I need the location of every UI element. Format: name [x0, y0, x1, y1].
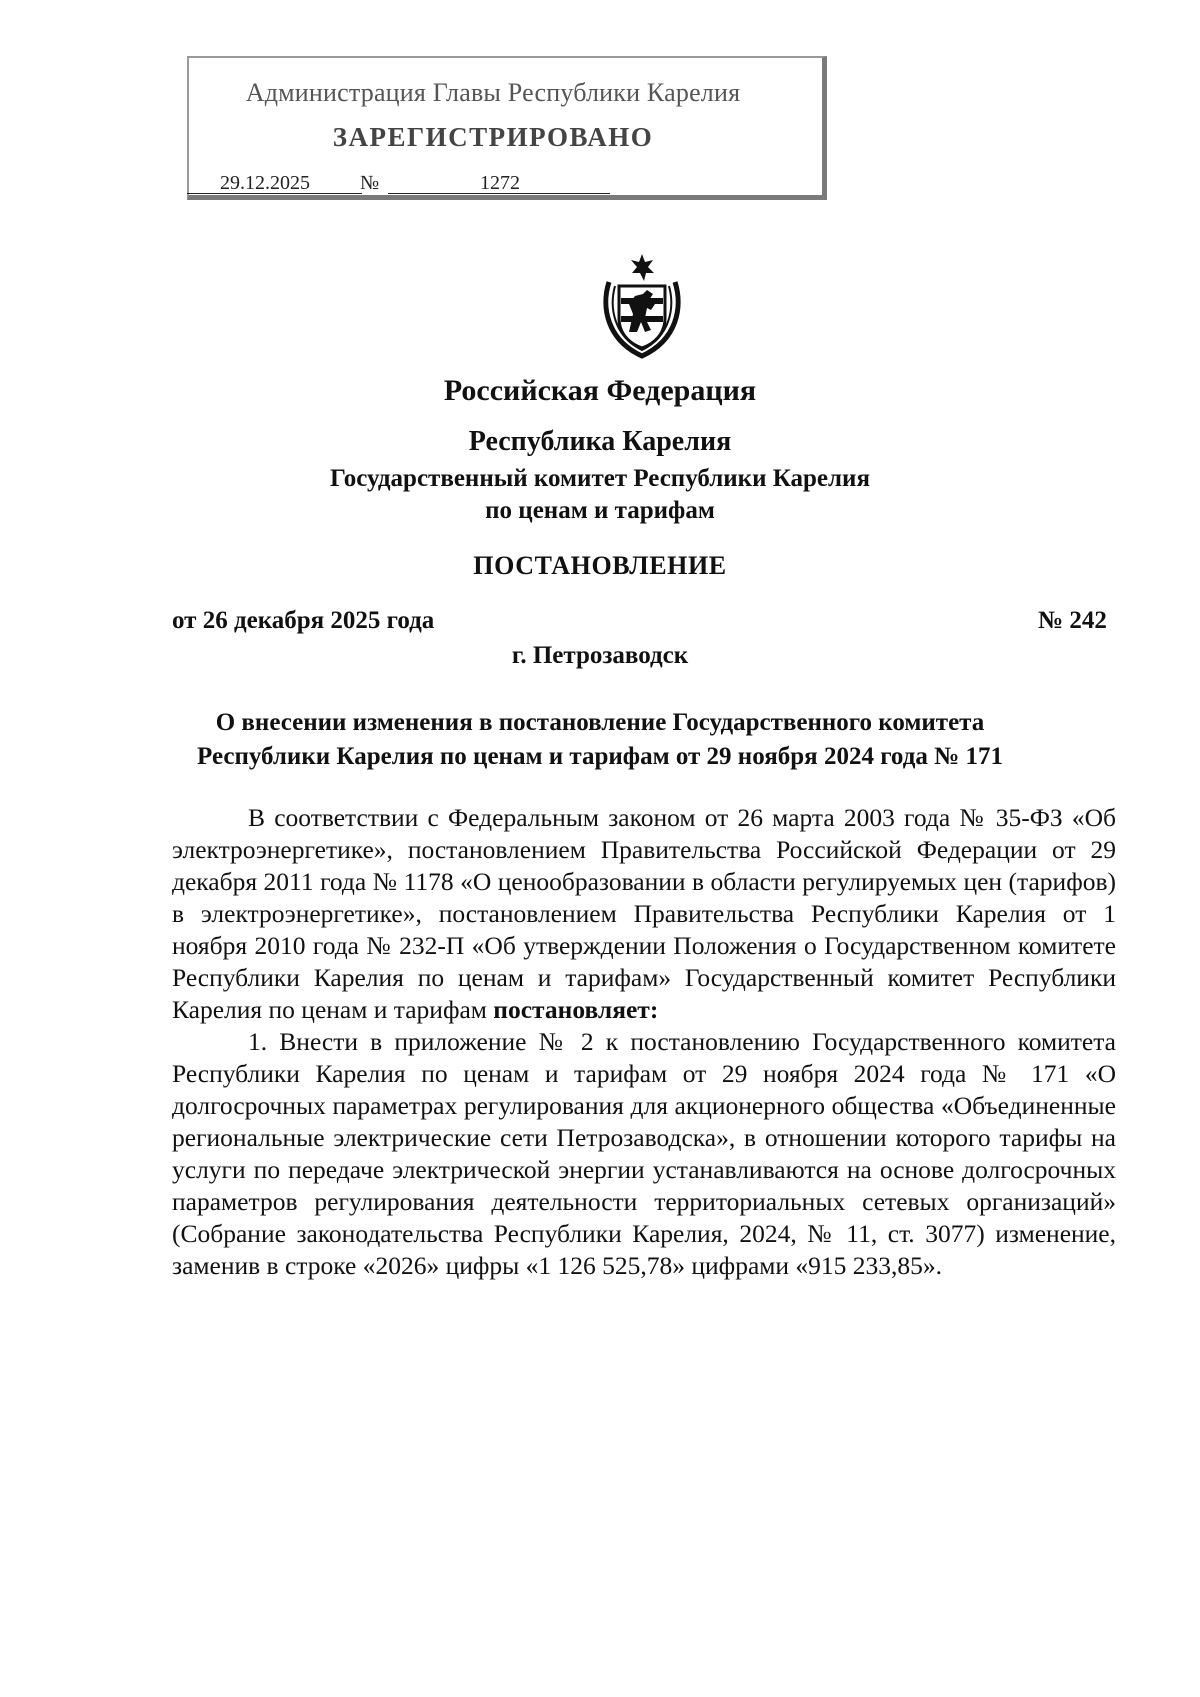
header-republic: Республика Карелия: [468, 426, 732, 457]
preamble-resolves: постановляет:: [493, 995, 659, 1024]
stamp-date-underline: [187, 193, 362, 194]
header-committee-line2: по ценам и тарифам: [485, 497, 715, 524]
subject-line2: Республики Карелия по ценам и тарифам от 29 ноября 2024 года № 171: [197, 743, 1003, 770]
stamp-title: Администрация Главы Республики Карелия: [245, 78, 741, 107]
paragraph-preamble: [172, 802, 1116, 1026]
stamp-number: 1272: [480, 172, 520, 194]
header-committee-line1: Государственный комитет Республики Карелия: [330, 465, 870, 492]
document-body: [172, 802, 1116, 1282]
stamp-registered: ЗАРЕГИСТРИРОВАНО: [332, 122, 654, 152]
paragraph-item-1: 1. Внести в приложение № 2 к постановлению Государственного комитета Республики Карелия по ценам и тарифам от 29 ноября 2024 года № 171 «О долгосрочных параметрах регулирования для акционерного общества «Объединенные региональные электрические сети Петрозаводска», в отношении которого тарифы на услуги по передаче электрической энергии устанавливаются на основе долгосрочных параметров регулирования деятельности территориальных сетевых организаций» (Собрание законодательства Республики Карелия, 2024, № 11, ст. 3077) изменение, заменив в строке «2026» цифры «1 126 525,78» цифрами «915 233,85».: [172, 1027, 1116, 1280]
document-date: от 26 декабря 2025 года: [172, 607, 435, 634]
subject-line1: О внесении изменения в постановление Государственного комитета: [215, 709, 985, 736]
stamp-number-label: №: [360, 172, 380, 194]
document-type: ПОСТАНОВЛЕНИЕ: [473, 551, 727, 580]
stamp-date: 29.12.2025: [220, 172, 310, 194]
preamble-text: В соответствии с Федеральным законом от 26 марта 2003 года № 35-ФЗ «Об электроэнергетике», постановлением Правительства Российской Федерации от 29 декабря 2011 года № 1178 «О ценообразовании в области регулируемых цен (тарифов) в электроэнергетике», постановлением Правительства Республики Карелия от 1 ноября 2010 года № 232-П «Об утверждении Положения о Государственном комитете Республики Карелия по ценам и тарифам» Государственный комитет Республики Карелия по ценам и тарифам: [172, 803, 1116, 1024]
header-federation: Российская Федерация: [443, 374, 757, 407]
karelia-coat-of-arms-icon: [599, 252, 685, 360]
stamp-number-underline: [388, 193, 610, 194]
document-number: № 242: [1038, 607, 1107, 634]
document-city: г. Петрозаводск: [511, 642, 689, 669]
